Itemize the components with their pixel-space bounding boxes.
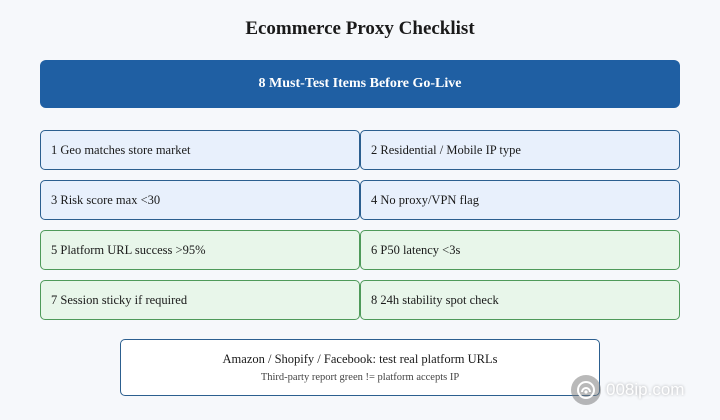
- checklist-item-7: [40, 280, 360, 320]
- logo-icon: [571, 375, 601, 405]
- checklist-item-6: [360, 230, 680, 270]
- note-sub-text: Third-party report green != platform accepts IP: [260, 372, 460, 383]
- banner-label: 8 Must-Test Items Before Go-Live: [258, 76, 462, 91]
- checklist-item-label: 6 P50 latency <3s: [371, 242, 461, 257]
- checklist-item-label: 4 No proxy/VPN flag: [371, 192, 479, 207]
- watermark-text: 008ip.com: [606, 380, 685, 399]
- note-box: [120, 339, 600, 396]
- checklist-item-3: [40, 180, 360, 220]
- note-main-text: Amazon / Shopify / Facebook: test real platform URLs: [222, 352, 498, 366]
- checklist-item-1: [40, 130, 360, 170]
- checklist-item-8: [360, 280, 680, 320]
- checklist-item-4: [360, 180, 680, 220]
- checklist-item-5: [40, 230, 360, 270]
- checklist-item-label: 5 Platform URL success >95%: [51, 242, 206, 257]
- checklist-item-label: 8 24h stability spot check: [371, 292, 499, 307]
- watermark: [571, 372, 684, 408]
- header-banner: [40, 60, 680, 108]
- checklist-item-label: 3 Risk score max <30: [51, 192, 161, 207]
- checklist-item-label: 7 Session sticky if required: [51, 292, 188, 307]
- checklist-item-label: 1 Geo matches store market: [51, 142, 191, 157]
- diagram-title: Ecommerce Proxy Checklist: [245, 18, 475, 39]
- checklist-item-2: [360, 130, 680, 170]
- checklist-item-label: 2 Residential / Mobile IP type: [371, 142, 521, 157]
